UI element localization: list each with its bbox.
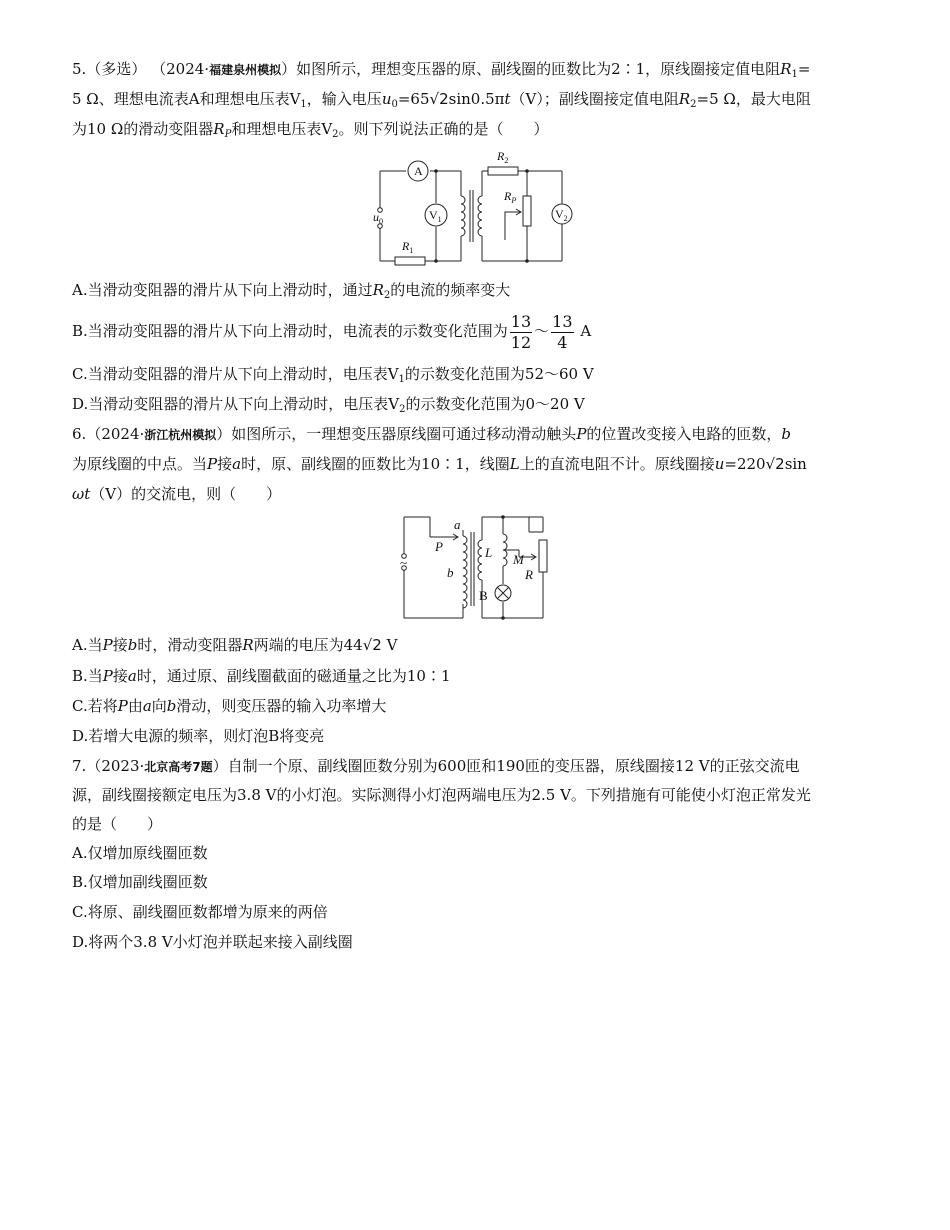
svg-text:V1: $V_1$ (429, 208, 442, 224)
q6-source: 浙江杭州模拟 (144, 428, 217, 442)
svg-text:R: R (525, 567, 533, 582)
q7-line-1: 7.（2023·北京高考7题）自制一个原、副线圈匝数分别为600匝和190匝的变压器，原线圈接12 V的正弦交流电 (72, 757, 800, 775)
svg-text:L: L (485, 545, 493, 560)
q5-tag: （多选） (86, 60, 147, 78)
q6-line-3: ωt（V）的交流电，则（ ） (72, 485, 282, 503)
q5-option-d: D.当滑动变阻器的滑片从下向上滑动时，电压表$V_2$的示数变化范围为0～20 V (72, 395, 585, 415)
q7-option-c: C.将原、副线圈匝数都增为原来的两倍 (72, 903, 328, 921)
svg-text:P: P (435, 539, 443, 554)
q5-line-1: 5.（多选） （2024·福建泉州模拟）如图所示，理想变压器的原、副线圈的匝数比为2∶1，原线圈接定值电阻$R_1=$ (72, 60, 811, 80)
q6-option-b: B.当P接a时，通过原、副线圈截面的磁通量之比为10∶1 (72, 667, 451, 685)
q5-number: 5. (72, 60, 87, 78)
q5-line-3: 为10 Ω的滑动变阻器$R_P$和理想电压表$V_2$。则下列说法正确的是（ ） (72, 120, 549, 140)
svg-text:RP: $R_P$ (504, 189, 517, 205)
q7-number: 7. (72, 757, 87, 775)
resistor-r1-icon (395, 257, 425, 265)
q6-number: 6. (72, 425, 87, 443)
q5-option-c: C.当滑动变阻器的滑片从下向上滑动时，电压表$V_1$的示数变化范围为52～60 V (72, 365, 594, 385)
svg-text:a: a (454, 517, 461, 532)
fraction-13-12: $\frac{13}{12}$ (510, 311, 532, 352)
rheostat-r-icon (539, 540, 547, 572)
q6-option-c: C.若将P由a向b滑动，则变压器的输入功率增大 (72, 697, 387, 715)
q5-source: 福建泉州模拟 (209, 63, 282, 77)
q6-line-2: 为原线圈的中点。当P接a时，原、副线圈的匝数比为10∶1，线圈L上的直流电阻不计。原线圈接u=220√2sin (72, 455, 807, 473)
svg-text:R1: $R_1$ (402, 239, 414, 255)
svg-text:V2: $V_2$ (555, 207, 568, 223)
q6-option-d: D.若增大电源的频率，则灯泡B将变亮 (72, 727, 325, 745)
q5-option-b: B.当滑动变阻器的滑片从下向上滑动时，电流表的示数变化范围为 $\frac{13}{12}$ ～ $\frac{13}{4}$ A (72, 311, 592, 352)
svg-text:u0: $u_0$ (373, 210, 383, 226)
svg-text:A: A (414, 164, 423, 178)
q6-line-1: 6.（2024·浙江杭州模拟）如图所示，一理想变压器原线圈可通过移动滑动触头P的位置改变接入电路的匝数，b (72, 425, 792, 443)
q7-line-2: 源，副线圈接额定电压为3.8 V的小灯泡。实际测得小灯泡两端电压为2.5 V。下列措施有可能使小灯泡正常发光 (72, 786, 811, 804)
q6-option-a: A.当P接b时，滑动变阻器R两端的电压为44√2 V (72, 636, 398, 654)
resistor-r2-icon (488, 167, 518, 175)
q7-option-d: D.将两个3.8 V小灯泡并联起来接入副线圈 (72, 933, 353, 951)
q7-option-a: A.仅增加原线圈匝数 (72, 844, 208, 862)
q7-line-3: 的是（ ） (72, 815, 163, 833)
rheostat-rp-icon (523, 196, 531, 226)
q5-circuit-figure (370, 148, 580, 268)
q7-source: 北京高考7题 (144, 760, 213, 774)
svg-text:B: B (479, 588, 488, 603)
q5-option-a: A.当滑动变阻器的滑片从下向上滑动时，通过$R_2$的电流的频率变大 (72, 281, 511, 301)
svg-text:~: ~ (400, 555, 408, 570)
svg-text:b: b (447, 565, 454, 580)
q6-circuit-figure (395, 510, 555, 625)
q5-line-2: 5 Ω、理想电流表A和理想电压表$V_1$，输入电压$u_0=65√2\sin 0.5\pi t(V)$；副线圈接定值电阻$R_2=5$ Ω，最大电阻 (72, 90, 811, 110)
q7-option-b: B.仅增加副线圈匝数 (72, 873, 208, 891)
svg-text:R2: $R_2$ (497, 149, 509, 165)
svg-text:M: M (513, 552, 524, 567)
fraction-13-4: $\frac{13}{4}$ (552, 311, 573, 352)
